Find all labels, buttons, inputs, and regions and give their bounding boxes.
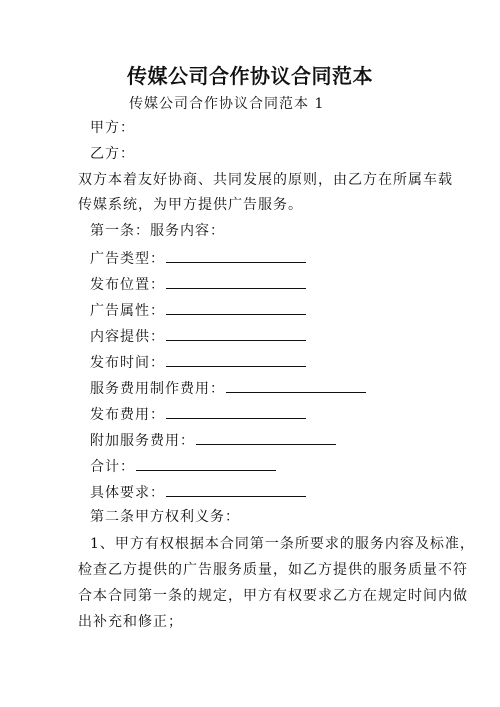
clause-1-line-3: 合本合同第一条的规定，甲方有权要求乙方在规定时间内做: [78, 588, 468, 604]
field-label: 广告类型：: [90, 251, 165, 267]
party-a-label: 甲方：: [90, 120, 135, 136]
document-subtitle: 传媒公司合作协议合同范本 1: [129, 96, 325, 112]
field-position: [90, 274, 306, 294]
field-label: 附加服务费用：: [90, 433, 195, 449]
intro-text-line-2: 传媒系统，为甲方提供广告服务。: [78, 197, 303, 213]
blank-line: [166, 326, 306, 341]
field-publish-fee: [90, 404, 306, 424]
field-publish-time: [90, 352, 306, 372]
party-b-label: 乙方：: [90, 146, 135, 162]
field-ad-attribute: [90, 300, 306, 320]
article-2-heading: 第二条甲方权利义务：: [90, 509, 240, 525]
field-label: 发布费用：: [90, 407, 165, 423]
field-label: 具体要求：: [90, 485, 165, 501]
blank-line: [166, 404, 306, 419]
intro-text-line-1: 双方本着友好协商、共同发展的原则，由乙方在所属车载: [78, 172, 453, 188]
blank-line: [166, 248, 306, 263]
field-requirements: [90, 482, 306, 502]
field-label: 发布时间：: [90, 355, 165, 371]
clause-1-line-2: 检查乙方提供的广告服务质量，如乙方提供的服务质量不符: [78, 562, 468, 578]
field-label: 内容提供：: [90, 329, 165, 345]
field-ad-type: [90, 248, 306, 268]
field-label: 发布位置：: [90, 277, 165, 293]
field-label: 广告属性：: [90, 303, 165, 319]
blank-line: [226, 378, 366, 393]
field-production-fee: [90, 378, 366, 398]
blank-line: [166, 300, 306, 315]
article-1-heading: 第一条：服务内容：: [90, 223, 225, 239]
blank-line: [196, 430, 336, 445]
blank-line: [166, 352, 306, 367]
blank-line: [166, 274, 306, 289]
field-label: 合计：: [90, 459, 135, 475]
document-title: 传媒公司合作协议合同范本: [127, 64, 373, 88]
field-content-provider: [90, 326, 306, 346]
clause-1-line-1: 1、甲方有权根据本合同第一条所要求的服务内容及标准，: [90, 536, 475, 552]
blank-line: [166, 482, 306, 497]
field-extra-fee: [90, 430, 336, 450]
blank-line: [136, 456, 276, 471]
clause-1-line-4: 出补充和修正；: [78, 614, 183, 630]
field-total: [90, 456, 276, 476]
field-label: 服务费用制作费用：: [90, 381, 225, 397]
